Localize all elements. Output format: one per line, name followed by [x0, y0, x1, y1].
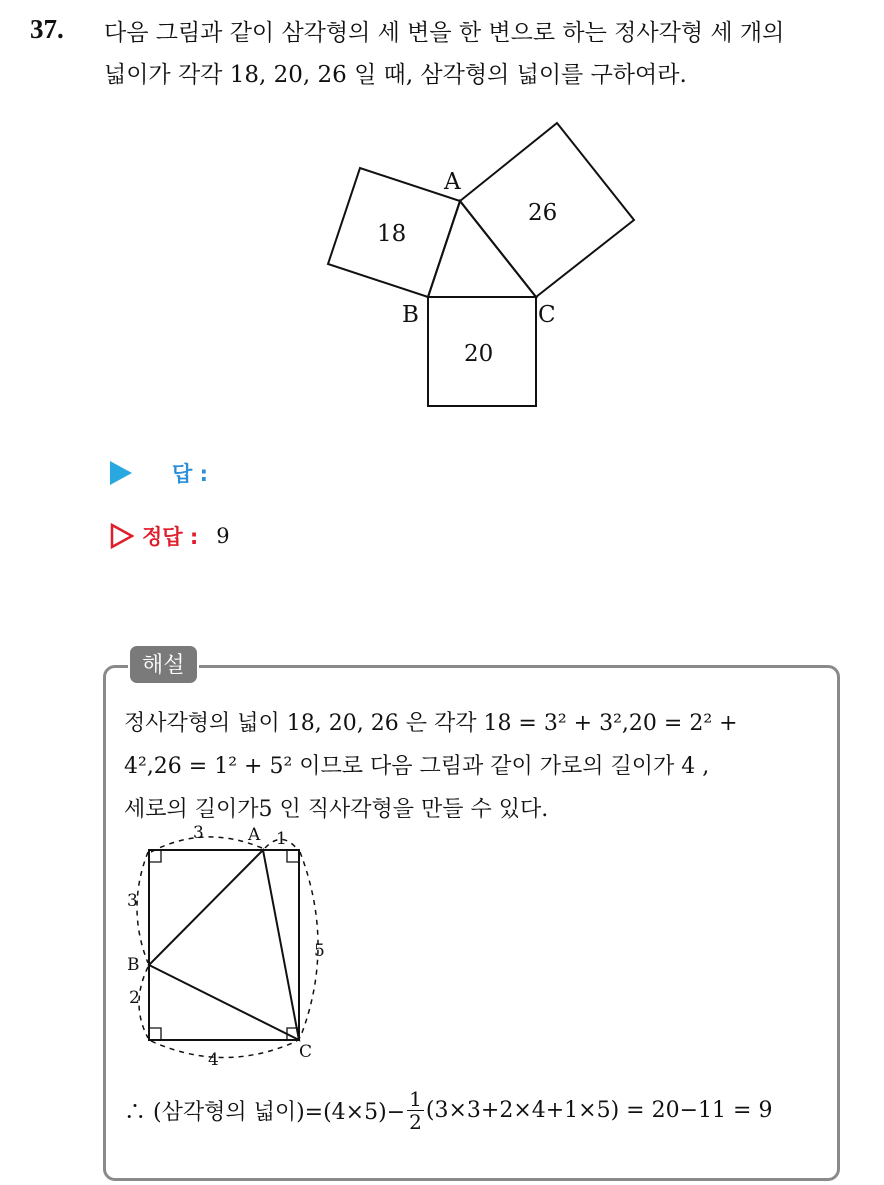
final-prefix: ∴ (삼각형의 넓이)=(4×5)− [124, 1100, 406, 1125]
fraction-numerator: 1 [409, 1087, 422, 1111]
vertex-a-label: A [444, 169, 461, 195]
vertex-c-label: C [538, 302, 556, 328]
correct-answer-value: 9 [216, 524, 230, 548]
problem-line-2: 넓이가 각각 18, 20, 26 일 때, 삼각형의 넓이를 구하여라. [104, 62, 687, 88]
problem-line-1: 다음 그림과 같이 삼각형의 세 변을 한 변으로 하는 정사각형 세 개의 [104, 20, 785, 46]
area-ac-label: 26 [528, 200, 558, 226]
triangle-abc [428, 201, 536, 297]
fraction-denominator: 2 [409, 1110, 422, 1134]
len-bottom-label: 4 [208, 1050, 219, 1070]
problem-number: 37. [30, 14, 64, 44]
len-right-label: 5 [314, 941, 325, 961]
solution-line-2: 4²,26 = 1² + 5² 이므로 다음 그림과 같이 가로의 길이가 4 , [124, 754, 710, 779]
fig2-vertex-a-label: A [248, 825, 261, 845]
correct-answer-row [110, 521, 230, 551]
fig2-vertex-b-label: B [127, 955, 140, 975]
fig2-vertex-c-label: C [299, 1042, 313, 1062]
answer-row [110, 458, 208, 488]
correct-answer-label: 정답 : [142, 525, 199, 549]
len-left-top-label: 3 [127, 891, 138, 911]
area-bc-label: 20 [464, 341, 494, 367]
solution-line-1: 정사각형의 넓이 18, 20, 26 은 각각 18 = 3² + 3²,20 = 2² + [124, 711, 738, 736]
solution-line-3: 세로의 길이가5 인 직사각형을 만들 수 있다. [124, 797, 549, 822]
len-top-left-label: 3 [193, 823, 204, 843]
solution-tab: 해설 [128, 644, 199, 685]
triangle-squares-figure [320, 115, 650, 415]
one-half-fraction [407, 1088, 424, 1133]
rectangle-figure [124, 822, 328, 1074]
vertex-b-label: B [402, 302, 419, 328]
problem [30, 12, 870, 96]
outline-triangle-icon [110, 523, 134, 549]
play-triangle-icon [110, 461, 132, 485]
solution-text [124, 702, 829, 831]
area-ab-label: 18 [377, 221, 407, 247]
answer-label: 답 : [172, 462, 208, 486]
final-equation [124, 1088, 772, 1133]
problem-text [104, 12, 870, 96]
final-suffix: (3×3+2×4+1×5) = 20−11 = 9 [425, 1098, 773, 1123]
len-top-right-label: 1 [276, 829, 287, 849]
len-left-bottom-label: 2 [129, 988, 140, 1008]
